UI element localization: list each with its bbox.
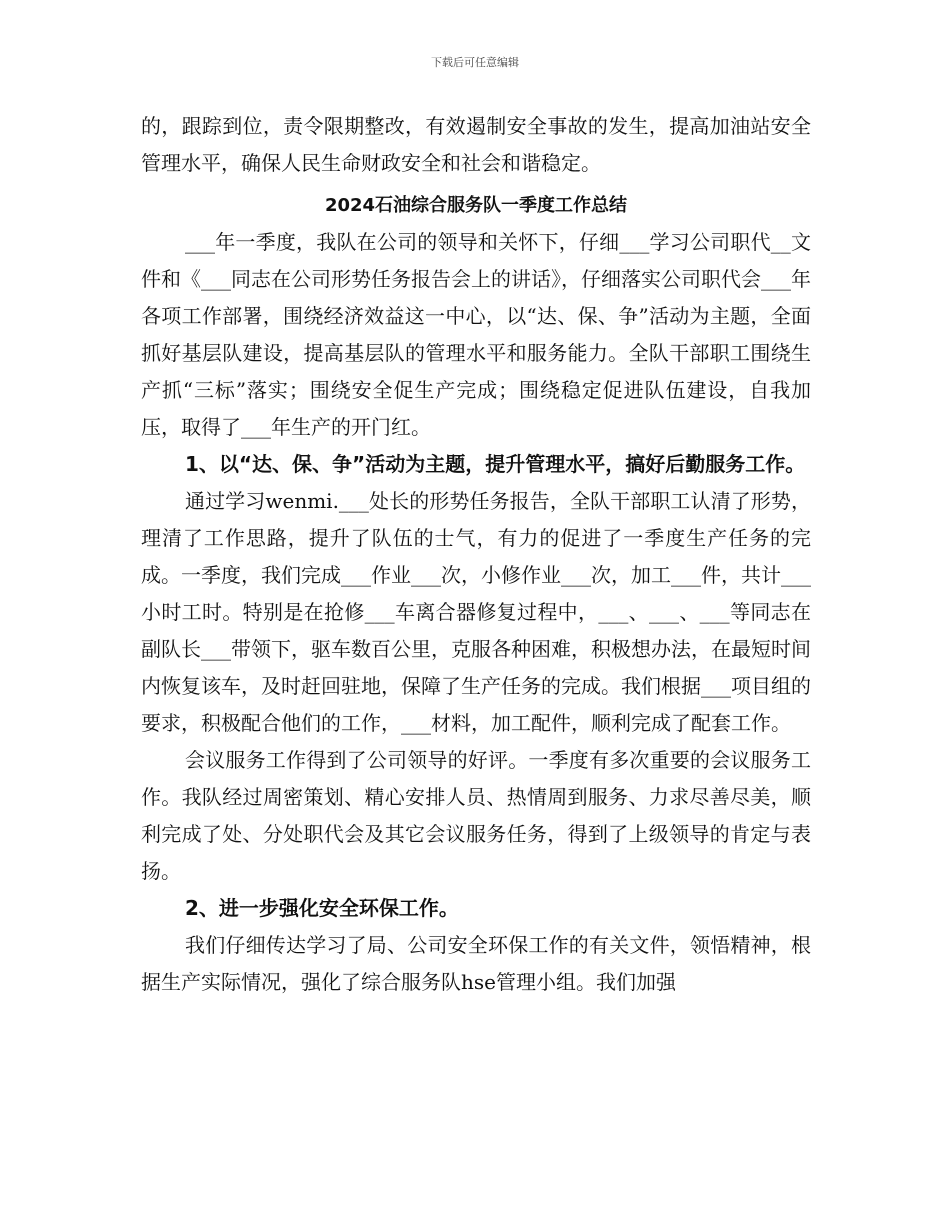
document-title: 2024石油综合服务队一季度工作总结 <box>324 195 628 216</box>
section-heading-2: 2、进一步强化安全环保工作。 <box>185 896 459 920</box>
paragraph-1: ___年一季度，我队在公司的领导和关怀下，仔细___学习公司职代__文件和《___同志在公司形势任务报告会上的讲话》，仔细落实公司职代会___年各项工作部署，围绕经济效益这一中心，以“达、保、争”活动为主题，全面抓好基层队建设，提高基层队的管理水平和服务能力。全队干部职工围绕生产抓“三标”落实；围绕安全促生产完成；围绕稳定促进队伍建设，自我加压，取得了___年生产的开门红。 <box>141 230 811 439</box>
document-body <box>141 108 811 1001</box>
paragraph-4: 我们仔细传达学习了局、公司安全环保工作的有关文件，领悟精神，根据生产实际情况，强化了综合服务队hse管理小组。我们加强 <box>141 933 811 994</box>
paragraph-2: 通过学习wenmi.___处长的形势任务报告，全队干部职工认清了形势，理清了工作思路，提升了队伍的士气，有力的促进了一季度生产任务的完成。一季度，我们完成___作业___次，小修作业___次，加工___件，共计___小时工时。特别是在抢修___车离合器修复过程中，___、___、___等同志在副队长___带领下，驱车数百公里，克服各种困难，积极想办法，在最短时间内恢复该车，及时赶回驻地，保障了生产任务的完成。我们根据___项目组的要求，积极配合他们的工作，___材料，加工配件，顺利完成了配套工作。 <box>141 489 811 735</box>
page-header: 下载后可任意编辑 <box>431 56 519 69</box>
paragraph-3: 会议服务工作得到了公司领导的好评。一季度有多次重要的会议服务工作。我队经过周密策划、精心安排人员、热情周到服务、力求尽善尽美，顺利完成了处、分处职代会及其它会议服务任务，得到了上级领导的肯定与表扬。 <box>141 748 811 883</box>
intro-paragraph: 的，跟踪到位，责令限期整改，有效遏制安全事故的发生，提高加油站安全管理水平，确保人民生命财政安全和社会和谐稳定。 <box>141 114 811 175</box>
section-heading-1: 1、以“达、保、争”活动为主题，提升管理水平，搞好后勤服务工作。 <box>185 452 806 476</box>
